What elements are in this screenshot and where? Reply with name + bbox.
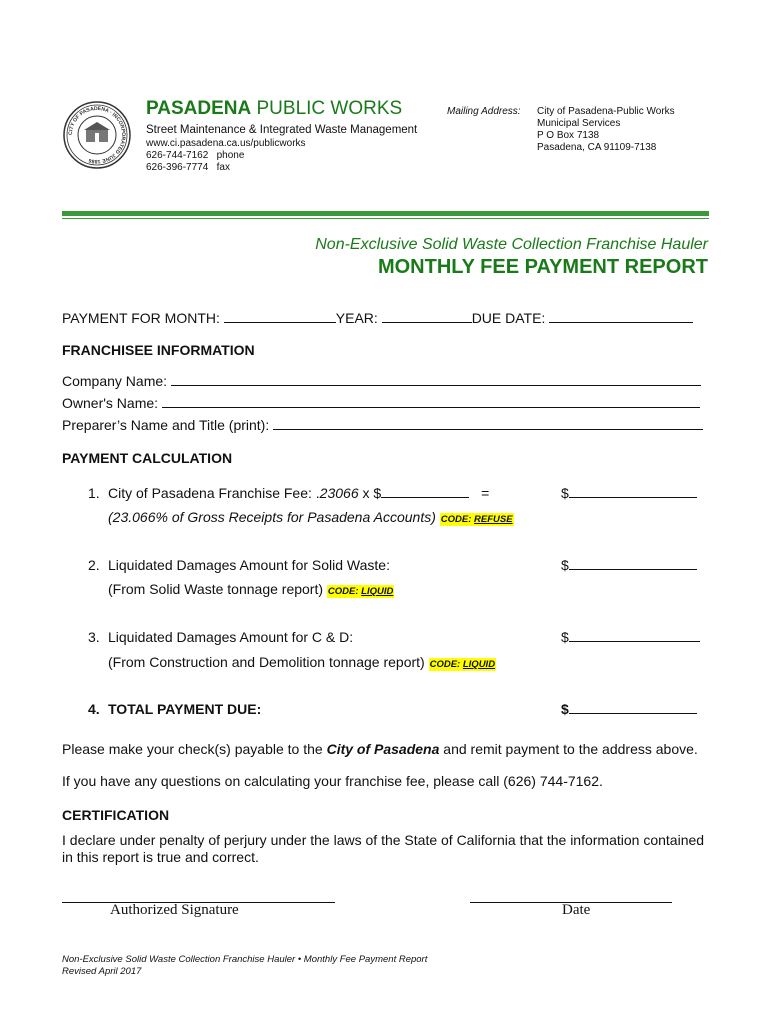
- item2-note: (From Solid Waste tonnage report): [108, 581, 324, 597]
- item3-code: LIQUID: [462, 659, 496, 670]
- payment-month-field[interactable]: [224, 310, 336, 323]
- total-amount: [561, 701, 697, 717]
- mailing-line: City of Pasadena-Public Works: [537, 106, 675, 117]
- item3-amount: [561, 629, 700, 645]
- mailing-line: Municipal Services: [537, 118, 621, 129]
- org-name-rest: PUBLIC WORKS: [256, 98, 403, 119]
- item1-num: 1.: [88, 485, 100, 501]
- preparer-field[interactable]: [273, 417, 703, 430]
- remit-text-end: and remit payment to the address above.: [439, 741, 698, 757]
- item1-note: (23.066% of Gross Receipts for Pasadena Accounts): [108, 509, 436, 525]
- org-contact-block: [146, 124, 417, 174]
- item2-code-badge: [327, 585, 394, 598]
- item3-amount-field[interactable]: [569, 629, 700, 642]
- dollar-sign: $: [561, 557, 569, 573]
- item3-num: 3.: [88, 629, 100, 645]
- form-title: MONTHLY FEE PAYMENT REPORT: [377, 256, 708, 278]
- city-seal-icon: [62, 100, 132, 170]
- item1-equals: =: [481, 485, 490, 501]
- year-field[interactable]: [382, 310, 472, 323]
- due-date-field[interactable]: [549, 310, 693, 323]
- dollar-sign: $: [561, 485, 569, 501]
- item1-rate: 23066: [319, 485, 359, 501]
- item3-note: (From Construction and Demolition tonnage report): [108, 654, 425, 670]
- mailing-line: Pasadena, CA 91109-7138: [537, 142, 657, 153]
- item1-amount: [561, 485, 697, 501]
- company-label: Company Name:: [62, 373, 168, 389]
- item1-code-badge: [440, 513, 514, 526]
- phone-text: 626-744-7162 phone: [146, 150, 245, 161]
- gross-receipts-field[interactable]: [381, 485, 469, 498]
- certification-line1: I declare under penalty of perjury under the laws of the State of California that the information contained: [62, 832, 705, 848]
- division-text: Street Maintenance & Integrated Waste Management: [146, 124, 418, 136]
- svg-text:CITY OF PASADENA · INCORPORATE: CITY OF PASADENA · INCORPORATED JUNE 1886: [67, 105, 127, 165]
- item4-num: 4.: [88, 701, 100, 717]
- year-label: YEAR:: [335, 310, 378, 326]
- item1-code: REFUSE: [474, 514, 513, 525]
- footer-line2: Revised April 2017: [62, 966, 142, 977]
- item1-row: [108, 485, 489, 501]
- calculation-heading: PAYMENT CALCULATION: [62, 450, 233, 466]
- signature-label: Authorized Signature: [110, 902, 239, 918]
- item3-text: Liquidated Damages Amount for C & D:: [108, 629, 354, 645]
- item2-num: 2.: [88, 557, 100, 573]
- header-rule-thin: [62, 218, 709, 219]
- code-prefix: CODE:: [327, 586, 359, 597]
- item1-multiply: x $: [358, 485, 382, 501]
- item1-text: City of Pasadena Franchise Fee: .: [108, 485, 320, 501]
- preparer-row: [62, 417, 703, 433]
- company-row: [62, 373, 701, 389]
- org-title: [146, 98, 402, 120]
- page-footer: [62, 954, 427, 978]
- remit-instruction: [62, 741, 698, 757]
- company-field[interactable]: [171, 373, 701, 386]
- item1-amount-field[interactable]: [569, 485, 697, 498]
- item2-amount: [561, 557, 697, 573]
- item2-text: Liquidated Damages Amount for Solid Waste:: [108, 557, 390, 573]
- mailing-address: [537, 106, 675, 154]
- payment-period-row: [62, 310, 693, 326]
- item2-amount-field[interactable]: [569, 557, 697, 570]
- payee-name: City of Pasadena: [326, 741, 440, 757]
- fax-text: 626-396-7774 fax: [146, 162, 230, 173]
- mailing-line: P O Box 7138: [537, 130, 600, 141]
- owner-row: [62, 395, 700, 411]
- date-label: Date: [562, 902, 591, 918]
- code-prefix: CODE:: [429, 659, 461, 670]
- item1-note-row: [108, 509, 514, 525]
- total-amount-field[interactable]: [569, 701, 697, 714]
- header-rule: [62, 211, 709, 216]
- code-prefix: CODE:: [440, 514, 472, 525]
- dollar-sign: $: [561, 701, 569, 717]
- certification-heading: CERTIFICATION: [62, 807, 170, 823]
- franchisee-heading: FRANCHISEE INFORMATION: [62, 342, 255, 358]
- item3-code-badge: [429, 658, 496, 671]
- preparer-label: Preparer’s Name and Title (print):: [62, 417, 270, 433]
- remit-text: Please make your check(s) payable to the: [62, 741, 327, 757]
- due-date-label: DUE DATE:: [471, 310, 546, 326]
- footer-line1: Non-Exclusive Solid Waste Collection Franchise Hauler • Monthly Fee Payment Report: [62, 954, 428, 965]
- total-label: TOTAL PAYMENT DUE:: [108, 701, 262, 717]
- owner-field[interactable]: [162, 395, 700, 408]
- website-link[interactable]: www.ci.pasadena.ca.us/publicworks: [146, 138, 306, 149]
- payment-month-label: PAYMENT FOR MONTH:: [62, 310, 220, 326]
- owner-label: Owner's Name:: [62, 395, 159, 411]
- mailing-label: Mailing Address:: [447, 106, 521, 117]
- item2-note-row: [108, 581, 394, 597]
- form-subtitle: Non-Exclusive Solid Waste Collection Franchise Hauler: [315, 236, 708, 253]
- certification-line2: in this report is true and correct.: [62, 849, 259, 865]
- item3-note-row: [108, 654, 496, 670]
- item2-code: LIQUID: [361, 586, 394, 597]
- dollar-sign: $: [561, 629, 569, 645]
- org-name-bold: PASADENA: [146, 98, 252, 119]
- questions-text: If you have any questions on calculating your franchise fee, please call (626) 744-7162.: [62, 773, 603, 789]
